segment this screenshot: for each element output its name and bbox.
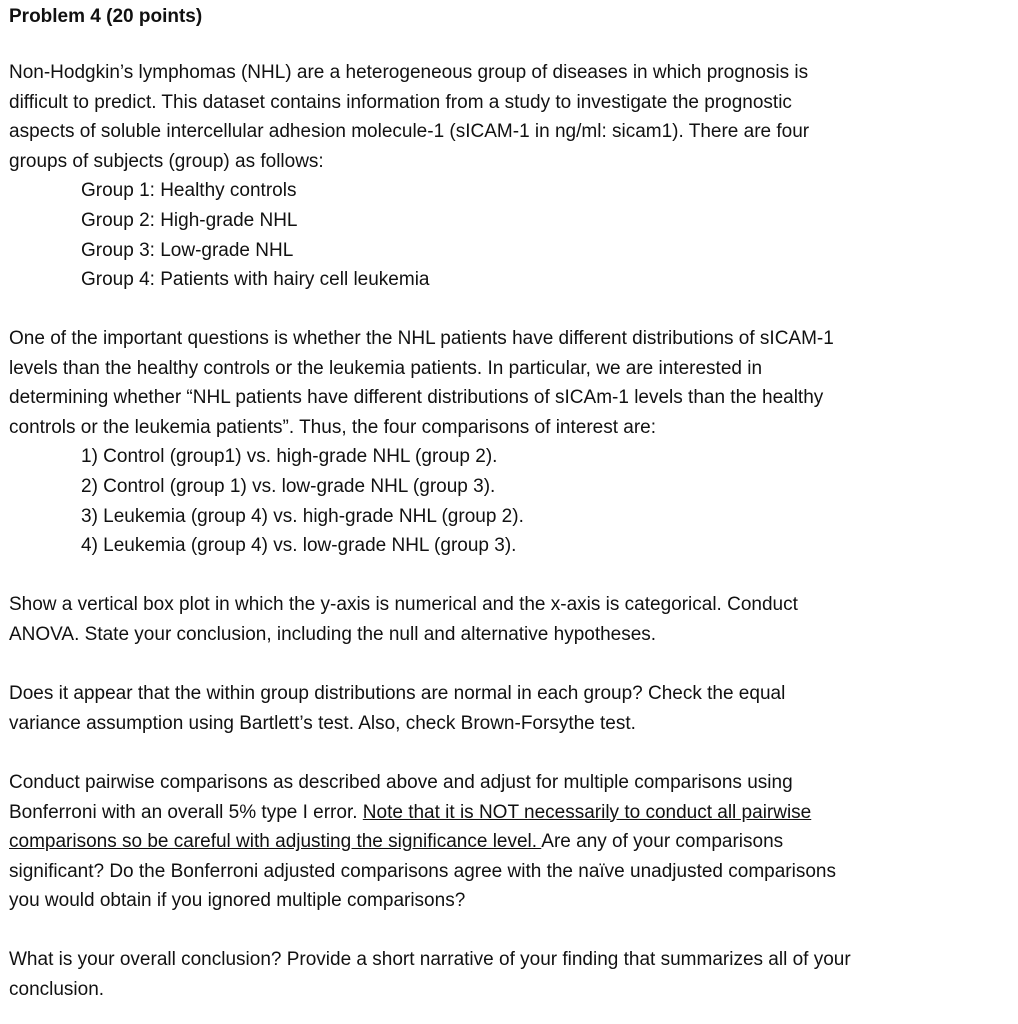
intro-line: aspects of soluble intercellular adhesion molecule-1 (sICAM-1 in ng/ml: sicam1). There are four xyxy=(9,121,810,143)
conclusion-line: conclusion. xyxy=(9,978,105,1000)
group-item: Group 4: Patients with hairy cell leukemia xyxy=(81,269,430,291)
group-item: Group 3: Low-grade NHL xyxy=(81,239,294,261)
problem-title: Problem 4 (20 points) xyxy=(9,6,203,27)
question-line: levels than the healthy controls or the leukemia patients. In particular, we are interested in xyxy=(9,357,763,379)
group-item: Group 1: Healthy controls xyxy=(81,180,297,202)
question-line: determining whether “NHL patients have different distributions of sICAm-1 levels than the healthy xyxy=(9,387,824,409)
comparison-item: 1) Control (group1) vs. high-grade NHL (group 2). xyxy=(81,446,498,468)
comparison-item: 4) Leukemia (group 4) vs. low-grade NHL (group 3). xyxy=(81,535,517,557)
pairwise-line: you would obtain if you ignored multiple comparisons? xyxy=(9,890,466,912)
pairwise-line xyxy=(9,827,1009,857)
intro-line: groups of subjects (group) as follows: xyxy=(9,150,324,172)
underlined-note: Note that it is NOT necessarily to conduct all pairwise xyxy=(362,801,812,823)
comparison-item: 2) Control (group 1) vs. low-grade NHL (group 3). xyxy=(81,475,496,497)
question-paragraph xyxy=(9,324,1009,561)
normality-line: Does it appear that the within group distributions are normal in each group? Check the equal xyxy=(9,683,786,704)
boxplot-line: ANOVA. State your conclusion, including the null and alternative hypotheses. xyxy=(9,623,657,645)
group-item: Group 2: High-grade NHL xyxy=(81,209,298,231)
intro-paragraph xyxy=(9,58,1009,295)
pairwise-text: Bonferroni with an overall 5% type I error. xyxy=(9,801,363,823)
intro-line: difficult to predict. This dataset contains information from a study to investigate the prognostic xyxy=(9,91,792,113)
boxplot-paragraph xyxy=(9,590,1009,649)
comparison-item: 3) Leukemia (group 4) vs. high-grade NHL (group 2). xyxy=(81,505,524,527)
underlined-note: comparisons so be careful with adjusting the significance level. xyxy=(9,831,542,853)
conclusion-paragraph xyxy=(9,945,1009,1004)
question-line: controls or the leukemia patients”. Thus, the four comparisons of interest are: xyxy=(9,416,657,438)
conclusion-line: What is your overall conclusion? Provide a short narrative of your finding that summarizes all of your xyxy=(9,949,851,970)
pairwise-line: significant? Do the Bonferroni adjusted comparisons agree with the naïve unadjusted comparisons xyxy=(9,860,836,882)
normality-paragraph xyxy=(9,679,1009,738)
pairwise-line: Conduct pairwise comparisons as described above and adjust for multiple comparisons using xyxy=(9,772,793,793)
normality-line: variance assumption using Bartlett’s test. Also, check Brown-Forsythe test. xyxy=(9,712,636,734)
boxplot-line: Show a vertical box plot in which the y-axis is numerical and the x-axis is categorical. Conduct xyxy=(9,594,798,615)
intro-line: Non-Hodgkin’s lymphomas (NHL) are a heterogeneous group of diseases in which prognosis is xyxy=(9,62,809,83)
pairwise-paragraph xyxy=(9,768,1009,916)
pairwise-line xyxy=(9,798,1009,828)
pairwise-text: Are any of your comparisons xyxy=(541,831,784,853)
question-line: One of the important questions is whether the NHL patients have different distributions of sICAM-1 xyxy=(9,328,834,349)
